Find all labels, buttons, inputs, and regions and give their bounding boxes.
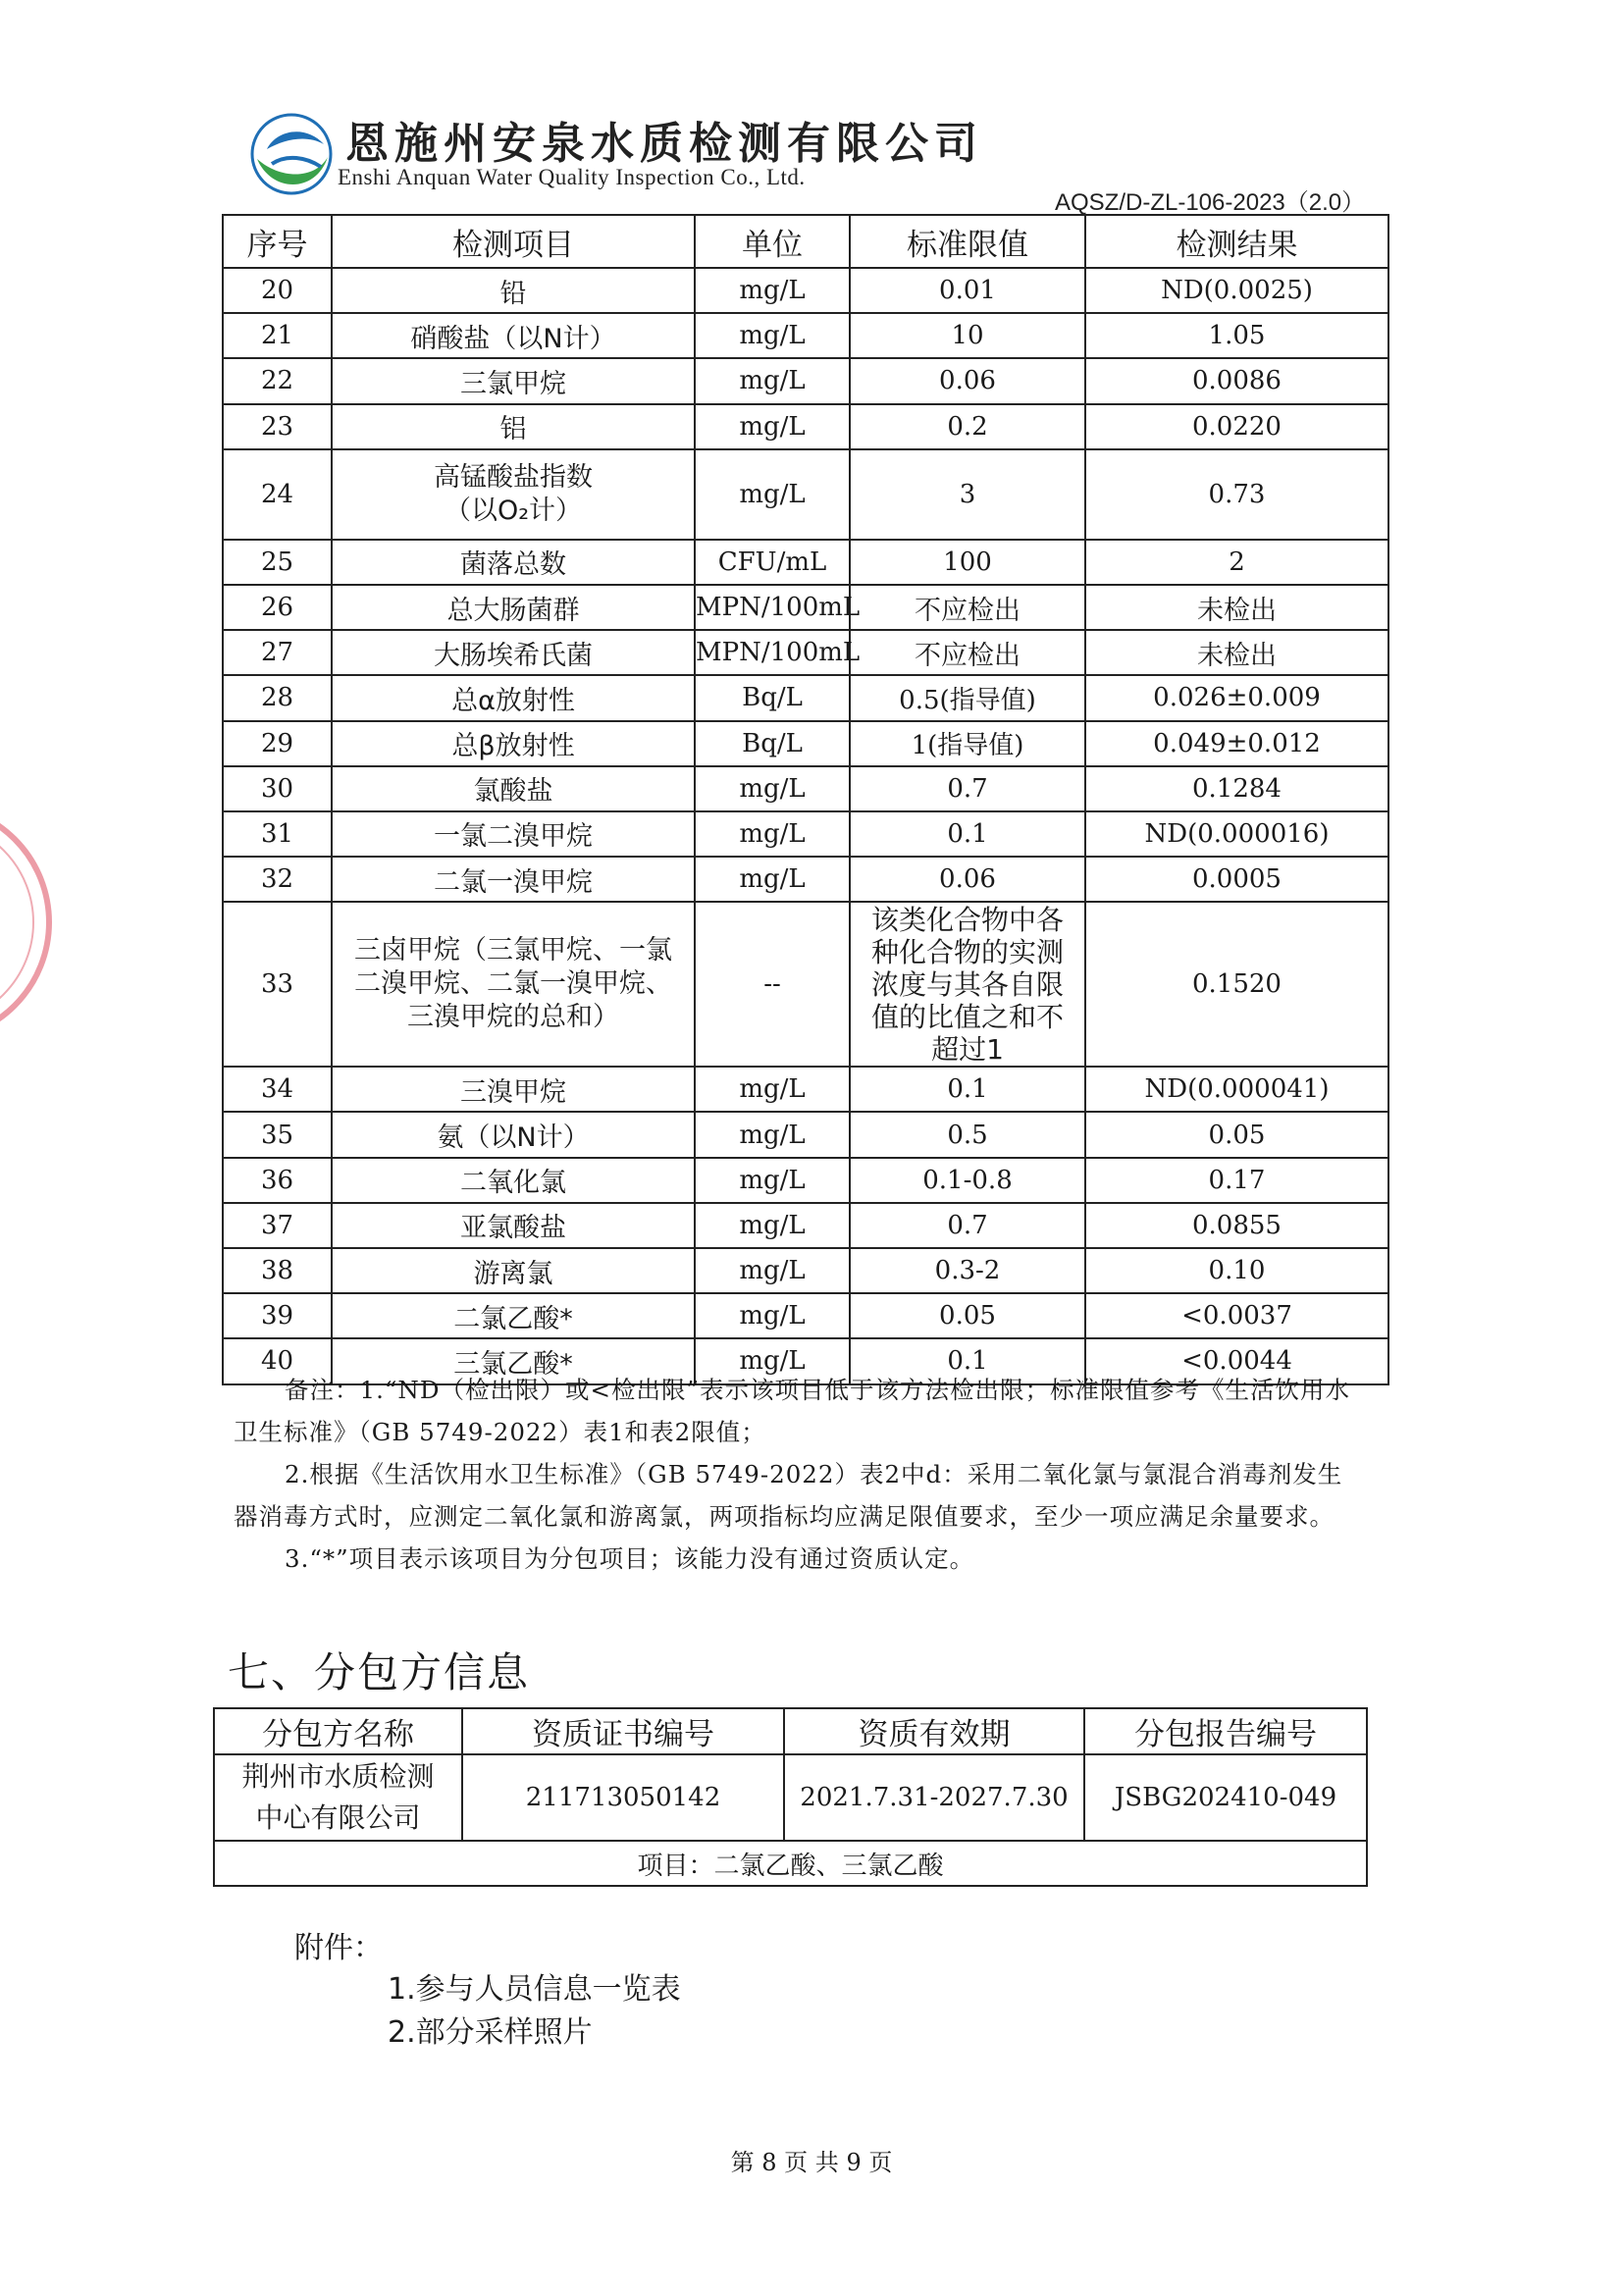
row-item: 铝 [332,404,695,449]
sub-name-line1: 荆州市水质检测 [241,1760,435,1793]
table-row [223,902,1388,1067]
row-result: 1.05 [1085,313,1388,358]
row-unit: mg/L [695,1248,850,1293]
row-result: 0.1284 [1085,766,1388,811]
row-unit: MPN/100mL [695,630,850,675]
row-limit: 0.1-0.8 [850,1158,1085,1203]
row-result: 0.0086 [1085,358,1388,403]
row-unit: mg/L [695,1338,850,1383]
row-unit: Bq/L [695,675,850,720]
row-no: 25 [223,540,332,585]
row-item: 三氯甲烷 [332,358,695,403]
row-item: 硝酸盐（以N计） [332,313,695,358]
row-item: 二氯乙酸* [332,1293,695,1338]
row-unit: mg/L [695,1203,850,1248]
row-limit: 100 [850,540,1085,585]
row-item: 游离氯 [332,1248,695,1293]
row-limit: 不应检出 [850,630,1085,675]
row-no: 32 [223,857,332,902]
sub-report-no: JSBG202410-049 [1084,1754,1367,1841]
row-unit: mg/L [695,449,850,540]
sub-cert-no: 211713050142 [462,1754,784,1841]
row-item: 三氯乙酸* [332,1338,695,1383]
row-result: <0.0037 [1085,1293,1388,1338]
row-item: 一氯二溴甲烷 [332,811,695,857]
row-no: 21 [223,313,332,358]
row-limit: 该类化合物中各种化合物的实测浓度与其各自限值的比值之和不超过1 [850,902,1085,1067]
table-row [223,857,1388,902]
results-header-row [223,215,1388,268]
table-row [223,675,1388,720]
row-item: 亚氯酸盐 [332,1203,695,1248]
row-unit: mg/L [695,766,850,811]
row-limit: 0.1 [850,811,1085,857]
page-number: 第 8 页 共 9 页 [730,2149,893,2176]
header-report-no: 分包报告编号 [1084,1708,1367,1754]
row-result: 0.0855 [1085,1203,1388,1248]
row-no: 26 [223,585,332,630]
header-item: 检测项目 [332,215,695,268]
row-result: 0.1520 [1085,902,1388,1067]
row-unit: mg/L [695,268,850,313]
row-result: <0.0044 [1085,1338,1388,1383]
table-row [223,404,1388,449]
row-no: 24 [223,449,332,540]
row-no: 35 [223,1112,332,1157]
row-no: 23 [223,404,332,449]
table-row [223,585,1388,630]
row-result: ND(0.0025) [1085,268,1388,313]
attachments-list [388,1968,681,2055]
table-row [223,358,1388,403]
row-limit: 0.5 [850,1112,1085,1157]
row-item: 氯酸盐 [332,766,695,811]
row-item: 总大肠菌群 [332,585,695,630]
row-limit: 0.7 [850,766,1085,811]
row-result: 未检出 [1085,630,1388,675]
row-limit: 0.01 [850,268,1085,313]
row-limit: 0.3-2 [850,1248,1085,1293]
row-limit: 0.1 [850,1338,1085,1383]
row-item [332,449,695,540]
row-no: 36 [223,1158,332,1203]
row-result: 0.17 [1085,1158,1388,1203]
row-item: 三溴甲烷 [332,1067,695,1112]
attachment-item: 1.参与人员信息一览表 [388,1972,681,2007]
row-result: 0.026±0.009 [1085,675,1388,720]
remark-3: 3.“*”项目表示该项目为分包项目；该能力没有通过资质认定。 [285,1544,975,1573]
row-result: 0.0220 [1085,404,1388,449]
table-row [223,630,1388,675]
row-no: 29 [223,721,332,766]
row-unit: mg/L [695,811,850,857]
row-result: 0.0005 [1085,857,1388,902]
row-item: 总α放射性 [332,675,695,720]
row-limit: 0.05 [850,1293,1085,1338]
row-no: 27 [223,630,332,675]
row-no: 28 [223,675,332,720]
row-item: 二氧化氯 [332,1158,695,1203]
sub-project: 项目：二氯乙酸、三氯乙酸 [214,1841,1367,1886]
row-unit: MPN/100mL [695,585,850,630]
sub-name [214,1754,462,1841]
row-item: 氨（以N计） [332,1112,695,1157]
subcontractor-header-row [214,1708,1367,1754]
sub-validity: 2021.7.31-2027.7.30 [784,1754,1084,1841]
remark-2: 2.根据《生活饮用水卫生标准》（GB 5749-2022）表2中d：采用二氧化氯与氯混合消毒剂发生器消毒方式时，应测定二氧化氯和游离氯，两项指标均应满足限值要求，至少一项应满足余量要求。 [234,1460,1343,1531]
remark-1: 备注：1.“ND（检出限）或<检出限”表示该项目低于该方法检出限；标准限值参考《生活饮用水卫生标准》（GB 5749-2022）表1和表2限值； [234,1376,1351,1446]
table-row [214,1841,1367,1886]
company-logo-icon [247,110,336,198]
row-no: 34 [223,1067,332,1112]
row-result: 0.73 [1085,449,1388,540]
row-item: 总β放射性 [332,721,695,766]
header-sub-name: 分包方名称 [214,1708,462,1754]
table-row [223,1248,1388,1293]
row-limit: 1(指导值) [850,721,1085,766]
row-no: 20 [223,268,332,313]
row-unit: mg/L [695,313,850,358]
row-limit: 0.06 [850,857,1085,902]
row-limit: 10 [850,313,1085,358]
row-result: 未检出 [1085,585,1388,630]
row-item-line2: （以O₂计） [444,495,583,526]
row-limit: 0.2 [850,404,1085,449]
row-no: 40 [223,1338,332,1383]
header-cert-no: 资质证书编号 [462,1708,784,1754]
row-unit: mg/L [695,857,850,902]
table-row [223,1203,1388,1248]
sub-name-line2: 中心有限公司 [255,1801,421,1834]
row-unit: mg/L [695,1067,850,1112]
table-row [223,268,1388,313]
seal-stamp-icon [0,775,88,1070]
row-no: 39 [223,1293,332,1338]
row-no: 33 [223,902,332,1067]
row-item: 二氯一溴甲烷 [332,857,695,902]
attachment-item: 2.部分采样照片 [388,2015,593,2050]
remarks [234,1369,1362,1580]
header-unit: 单位 [695,215,850,268]
row-unit: Bq/L [695,721,850,766]
table-row [223,766,1388,811]
row-unit: -- [695,902,850,1067]
row-limit: 0.7 [850,1203,1085,1248]
row-unit: mg/L [695,1112,850,1157]
row-unit: mg/L [695,404,850,449]
table-row [223,313,1388,358]
row-limit: 0.06 [850,358,1085,403]
row-result: 0.10 [1085,1248,1388,1293]
attachments-title: 附件： [294,1931,383,1965]
table-row [223,811,1388,857]
row-unit: CFU/mL [695,540,850,585]
row-item: 菌落总数 [332,540,695,585]
row-result: ND(0.000041) [1085,1067,1388,1112]
header-validity: 资质有效期 [784,1708,1084,1754]
table-row [214,1754,1367,1841]
row-limit: 3 [850,449,1085,540]
table-row [223,1158,1388,1203]
row-limit: 不应检出 [850,585,1085,630]
row-result: 0.05 [1085,1112,1388,1157]
row-unit: mg/L [695,358,850,403]
header-no: 序号 [223,215,332,268]
table-row [223,1067,1388,1112]
row-no: 22 [223,358,332,403]
row-unit: mg/L [695,1158,850,1203]
row-no: 38 [223,1248,332,1293]
row-limit: 0.5(指导值) [850,675,1085,720]
row-result: 0.049±0.012 [1085,721,1388,766]
header-limit: 标准限值 [850,215,1085,268]
results-table [222,214,1389,1385]
row-no: 30 [223,766,332,811]
company-name-cn: 恩施州安泉水质检测有限公司 [345,119,983,169]
row-item: 三卤甲烷（三氯甲烷、一氯二溴甲烷、二氯一溴甲烷、三溴甲烷的总和） [332,902,695,1067]
row-no: 37 [223,1203,332,1248]
company-name-en: Enshi Anquan Water Quality Inspection Co., Ltd. [338,165,806,189]
row-item: 铅 [332,268,695,313]
section-title-subcontractor: 七、分包方信息 [228,1648,531,1696]
document-code: AQSZ/D-ZL-106-2023（2.0） [1055,189,1366,216]
table-row [223,1293,1388,1338]
table-row [223,449,1388,540]
row-item: 大肠埃希氏菌 [332,630,695,675]
row-unit: mg/L [695,1293,850,1338]
table-row [223,721,1388,766]
subcontractor-table [213,1707,1368,1887]
row-result: ND(0.000016) [1085,811,1388,857]
table-row [223,540,1388,585]
row-limit: 0.1 [850,1067,1085,1112]
row-item-line1: 高锰酸盐指数 [434,461,593,493]
header-result: 检测结果 [1085,215,1388,268]
row-no: 31 [223,811,332,857]
row-result: 2 [1085,540,1388,585]
table-row [223,1112,1388,1157]
